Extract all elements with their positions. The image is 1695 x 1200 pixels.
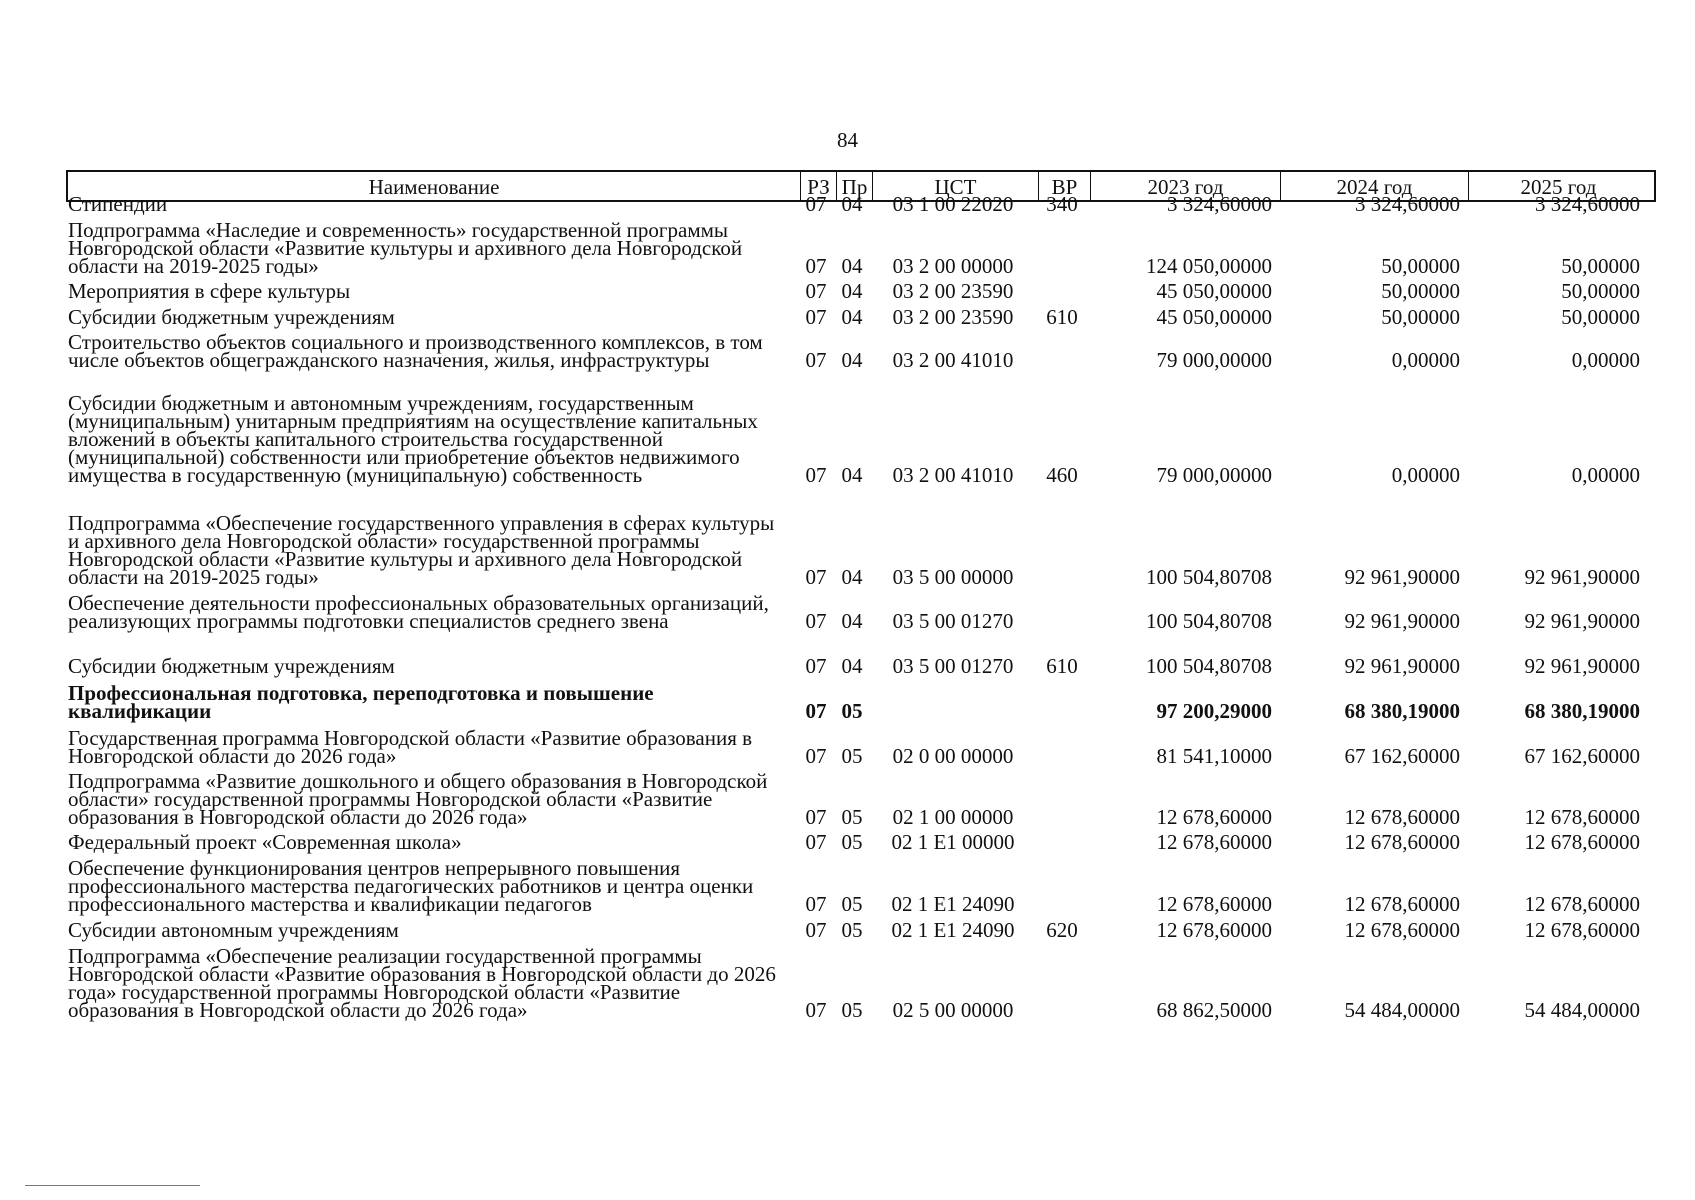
- row-2024: 12 678,60000: [1344, 805, 1460, 829]
- row-cst: 03 2 00 41010: [892, 463, 1014, 487]
- row-pr: 04: [841, 254, 863, 278]
- row-rz: 07: [805, 463, 827, 487]
- header-pr: Пр: [836, 172, 872, 202]
- header-vr: ВР: [1038, 172, 1090, 202]
- row-rz: 07: [805, 279, 827, 303]
- row-cst: 03 2 00 23590: [892, 305, 1014, 329]
- row-vr: 620: [1046, 918, 1078, 942]
- row-cst: 03 2 00 41010: [892, 348, 1014, 372]
- row-2024: 0,00000: [1391, 463, 1460, 487]
- row-rz: 07: [805, 565, 827, 589]
- row-pr: 04: [841, 192, 863, 216]
- row-2025: 68 380,19000: [1524, 699, 1640, 723]
- row-2023: 97 200,29000: [1156, 699, 1272, 723]
- row-vr: 340: [1046, 192, 1078, 216]
- row-name: Строительство объектов социального и производственного комплексов, в том числе объектов общегражданского назначения, жилья, инфраструктуры: [68, 330, 763, 372]
- row-cst: 03 2 00 00000: [892, 254, 1014, 278]
- row-2025: 3 324,60000: [1535, 192, 1640, 216]
- row-cst: 03 1 00 22020: [892, 192, 1014, 216]
- row-rz: 07: [805, 699, 827, 723]
- row-rz: 07: [805, 744, 827, 768]
- row-name: Субсидии бюджетным и автономным учреждениям, государственным (муниципальным) унитарным предприятиям на осуществление капитальных вложений в объекты капитального строительства государственной (муниципальной) собственности или приобретение объектов недвижимого имущества в государственную (муниципальную) собственность: [68, 391, 758, 487]
- row-2023: 3 324,60000: [1167, 192, 1272, 216]
- row-2023: 68 862,50000: [1156, 998, 1272, 1022]
- table-row: [66, 391, 1646, 487]
- row-cst: 03 2 00 23590: [892, 279, 1014, 303]
- table-row: [66, 654, 1646, 678]
- row-name: Подпрограмма «Обеспечение государственного управления в сферах культуры и архивного дела Новгородской области» государственной программы Новгородской области «Развитие культуры и архивного дела Новгородской области на 2019-2025 годы»: [68, 511, 775, 589]
- row-2024: 67 162,60000: [1344, 744, 1460, 768]
- header-rz: РЗ: [800, 172, 836, 202]
- header-name: Наименование: [368, 175, 500, 199]
- row-2023: 79 000,00000: [1156, 348, 1272, 372]
- row-pr: 05: [841, 892, 863, 916]
- row-2023: 45 050,00000: [1156, 279, 1272, 303]
- row-2025: 50,00000: [1561, 279, 1640, 303]
- row-pr: 04: [841, 654, 863, 678]
- row-rz: 07: [805, 918, 827, 942]
- row-2024: 3 324,60000: [1355, 192, 1460, 216]
- row-name: Подпрограмма «Обеспечение реализации государственной программы Новгородской области «Развитие образования в Новгородской области до 2026 года» государственной программы Новгородской области «Развитие образования в Новгородской области до 2026 года»: [68, 944, 776, 1022]
- table-row: [66, 726, 1646, 768]
- row-name: Подпрограмма «Наследие и современность» государственной программы Новгородской области «Развитие культуры и архивного дела Новгородской области на 2019-2025 годы»: [68, 218, 743, 278]
- row-2024: 50,00000: [1381, 254, 1460, 278]
- row-vr: 460: [1046, 463, 1078, 487]
- row-name: Профессиональная подготовка, переподготовка и повышение квалификации: [68, 681, 654, 723]
- page-number: 84: [837, 128, 858, 152]
- row-pr: 04: [841, 609, 863, 633]
- row-2023: 45 050,00000: [1156, 305, 1272, 329]
- row-pr: 04: [841, 348, 863, 372]
- row-2024: 12 678,60000: [1344, 830, 1460, 854]
- row-name: Субсидии бюджетным учреждениям: [68, 305, 395, 329]
- row-2025: 0,00000: [1571, 463, 1640, 487]
- row-rz: 07: [805, 192, 827, 216]
- row-pr: 05: [841, 830, 863, 854]
- table-row: [66, 681, 1646, 723]
- row-2025: 12 678,60000: [1524, 892, 1640, 916]
- row-2024: 0,00000: [1391, 348, 1460, 372]
- row-2023: 12 678,60000: [1156, 805, 1272, 829]
- table-row: [66, 830, 1646, 854]
- table-row: [66, 591, 1646, 633]
- row-rz: 07: [805, 998, 827, 1022]
- row-name: Обеспечение функционирования центров непрерывного повышения профессионального мастерства педагогических работников и центра оценки профессионального мастерства и квалификации педагогов: [68, 856, 754, 916]
- table-row: [66, 305, 1646, 329]
- row-2025: 0,00000: [1571, 348, 1640, 372]
- row-pr: 04: [841, 565, 863, 589]
- row-2023: 12 678,60000: [1156, 918, 1272, 942]
- row-name: Обеспечение деятельности профессиональных образовательных организаций, реализующих программы подготовки специалистов среднего звена: [68, 591, 769, 633]
- table-row: [66, 856, 1646, 916]
- row-pr: 05: [841, 699, 863, 723]
- table-row: [66, 279, 1646, 303]
- row-name: Субсидии бюджетным учреждениям: [68, 654, 395, 678]
- header-2024: 2024 год: [1280, 172, 1468, 202]
- row-2024: 68 380,19000: [1344, 699, 1460, 723]
- header-2025: 2025 год: [1468, 172, 1648, 202]
- row-2023: 12 678,60000: [1156, 892, 1272, 916]
- table-row: [66, 218, 1646, 278]
- row-pr: 05: [841, 998, 863, 1022]
- row-2025: 12 678,60000: [1524, 805, 1640, 829]
- table-row: [66, 944, 1646, 1022]
- row-rz: 07: [805, 609, 827, 633]
- row-rz: 07: [805, 654, 827, 678]
- row-2024: 92 961,90000: [1344, 654, 1460, 678]
- row-cst: 03 5 00 01270: [892, 654, 1014, 678]
- row-pr: 05: [841, 918, 863, 942]
- row-2023: 100 504,80708: [1146, 609, 1272, 633]
- row-name: Федеральный проект «Современная школа»: [68, 830, 462, 854]
- row-pr: 04: [841, 463, 863, 487]
- row-rz: 07: [805, 892, 827, 916]
- table-row: [66, 192, 1646, 216]
- row-name: Субсидии автономным учреждениям: [68, 918, 399, 942]
- row-vr: 610: [1046, 654, 1078, 678]
- row-name: Государственная программа Новгородской области «Развитие образования в Новгородской области до 2026 года»: [68, 726, 753, 768]
- row-2023: 100 504,80708: [1146, 654, 1272, 678]
- row-rz: 07: [805, 830, 827, 854]
- row-name: Подпрограмма «Развитие дошкольного и общего образования в Новгородской области» государственной программы Новгородской области «Развитие образования в Новгородской области до 2026 года»: [68, 769, 768, 829]
- row-cst: 02 1 00 00000: [892, 805, 1014, 829]
- row-cst: 02 1 E1 00000: [891, 830, 1015, 854]
- row-2025: 12 678,60000: [1524, 830, 1640, 854]
- row-pr: 05: [841, 744, 863, 768]
- row-2023: 81 541,10000: [1156, 744, 1272, 768]
- row-rz: 07: [805, 805, 827, 829]
- row-rz: 07: [805, 305, 827, 329]
- row-2024: 92 961,90000: [1344, 565, 1460, 589]
- row-2025: 92 961,90000: [1524, 654, 1640, 678]
- row-pr: 04: [841, 279, 863, 303]
- table-row: [66, 918, 1646, 942]
- row-2024: 92 961,90000: [1344, 609, 1460, 633]
- row-cst: 02 0 00 00000: [892, 744, 1014, 768]
- row-2025: 12 678,60000: [1524, 918, 1640, 942]
- row-2025: 92 961,90000: [1524, 565, 1640, 589]
- table-row: [66, 330, 1646, 372]
- row-2025: 54 484,00000: [1524, 998, 1640, 1022]
- row-2024: 54 484,00000: [1344, 998, 1460, 1022]
- header-cst: ЦСТ: [872, 172, 1038, 202]
- row-2025: 92 961,90000: [1524, 609, 1640, 633]
- row-name: Мероприятия в сфере культуры: [68, 279, 351, 303]
- row-2024: 50,00000: [1381, 279, 1460, 303]
- row-2024: 12 678,60000: [1344, 918, 1460, 942]
- row-2025: 50,00000: [1561, 305, 1640, 329]
- table-row: [66, 511, 1646, 589]
- table-row: [66, 769, 1646, 829]
- row-cst: 02 1 E1 24090: [891, 892, 1015, 916]
- row-pr: 05: [841, 805, 863, 829]
- footnote-divider: [25, 1185, 200, 1186]
- row-2024: 50,00000: [1381, 305, 1460, 329]
- row-cst: 02 1 E1 24090: [891, 918, 1015, 942]
- row-cst: 02 5 00 00000: [892, 998, 1014, 1022]
- row-rz: 07: [805, 254, 827, 278]
- row-cst: 03 5 00 00000: [892, 565, 1014, 589]
- row-2024: 12 678,60000: [1344, 892, 1460, 916]
- budget-table: [66, 170, 1656, 1022]
- row-2023: 12 678,60000: [1156, 830, 1272, 854]
- row-2023: 124 050,00000: [1146, 254, 1272, 278]
- row-pr: 04: [841, 305, 863, 329]
- row-2025: 50,00000: [1561, 254, 1640, 278]
- header-2023: 2023 год: [1090, 172, 1280, 202]
- row-2023: 100 504,80708: [1146, 565, 1272, 589]
- row-rz: 07: [805, 348, 827, 372]
- row-name: Стипендии: [68, 192, 168, 216]
- row-2023: 79 000,00000: [1156, 463, 1272, 487]
- row-vr: 610: [1046, 305, 1078, 329]
- row-cst: 03 5 00 01270: [892, 609, 1014, 633]
- row-2025: 67 162,60000: [1524, 744, 1640, 768]
